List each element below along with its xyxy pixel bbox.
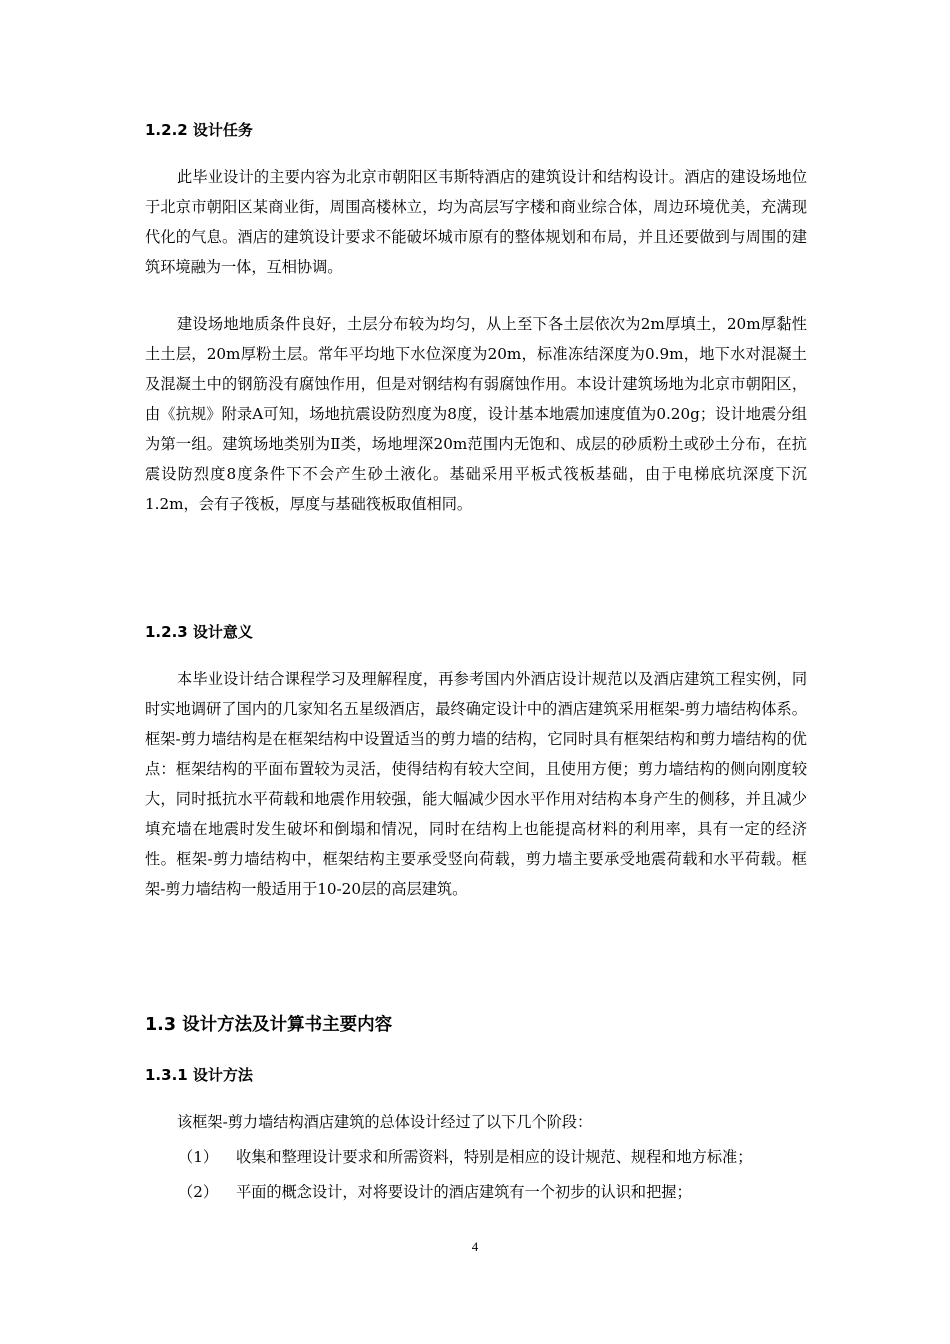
list-item-text: 平面的概念设计，对将要设计的酒店建筑有一个初步的认识和把握； bbox=[236, 1183, 692, 1201]
list-item bbox=[178, 1142, 818, 1172]
section-heading-1-2-3: 1.2.3 设计意义 bbox=[145, 623, 253, 641]
section-heading-1-2-2: 1.2.2 设计任务 bbox=[145, 121, 253, 139]
list-item-number: （1） bbox=[178, 1148, 219, 1166]
list-item-number: （2） bbox=[178, 1183, 219, 1201]
paragraph-design-task: 此毕业设计的主要内容为北京市朝阳区韦斯特酒店的建筑设计和结构设计。酒店的建设场地位于北京市朝阳区某商业街，周围高楼林立，均为高层写字楼和商业综合体，周边环境优美，充满现代化的气息。酒店的建筑设计要求不能破坏城市原有的整体规划和布局，并且还要做到与周围的建筑环境融为一体，互相协调。 bbox=[145, 168, 807, 276]
list-item-text: 收集和整理设计要求和所需资料，特别是相应的设计规范、规程和地方标准； bbox=[236, 1148, 753, 1166]
section-heading-1-3-1: 1.3.1 设计方法 bbox=[145, 1066, 253, 1084]
page-number: 4 bbox=[471, 1239, 479, 1254]
section-heading-1-3: 1.3 设计方法及计算书主要内容 bbox=[145, 1015, 393, 1035]
paragraph-design-significance: 本毕业设计结合课程学习及理解程度，再参考国内外酒店设计规范以及酒店建筑工程实例，同时实地调研了国内的几家知名五星级酒店，最终确定设计中的酒店建筑采用框架-剪力墙结构体系。框架-剪力墙结构是在框架结构中设置适当的剪力墙的结构，它同时具有框架结构和剪力墙结构的优点：框架结构的平面布置较为灵活，使得结构有较大空间，且使用方便；剪力墙结构的侧向刚度较大，同时抵抗水平荷载和地震作用较强，能大幅减少因水平作用对结构本身产生的侧移，并且减少填充墙在地震时发生破坏和倒塌和情况，同时在结构上也能提高材料的利用率，具有一定的经济性。框架-剪力墙结构中，框架结构主要承受竖向荷载，剪力墙主要承受地震荷载和水平荷载。框架-剪力墙结构一般适用于10-20层的高层建筑。 bbox=[145, 670, 807, 898]
paragraph-site-geology: 建设场地地质条件良好，土层分布较为均匀，从上至下各土层依次为2m厚填土，20m厚黏性土土层，20m厚粉土层。常年平均地下水位深度为20m，标准冻结深度为0.9m，地下水对混凝土及混凝土中的钢筋没有腐蚀作用，但是对钢结构有弱腐蚀作用。本设计建筑场地为北京市朝阳区，由《抗规》附录A可知，场地抗震设防烈度为8度，设计基本地震加速度值为0.20g；设计地震分组为第一组。建筑场地类别为Ⅱ类，场地埋深20m范围内无饱和、成层的砂质粉土或砂土分布，在抗震设防烈度8度条件下不会产生砂土液化。基础采用平板式筏板基础，由于电梯底坑深度下沉1.2m，会有子筏板，厚度与基础筏板取值相同。 bbox=[145, 315, 807, 513]
list-item bbox=[178, 1177, 818, 1207]
paragraph-method-intro: 该框架-剪力墙结构酒店建筑的总体设计经过了以下几个阶段： bbox=[177, 1113, 593, 1131]
